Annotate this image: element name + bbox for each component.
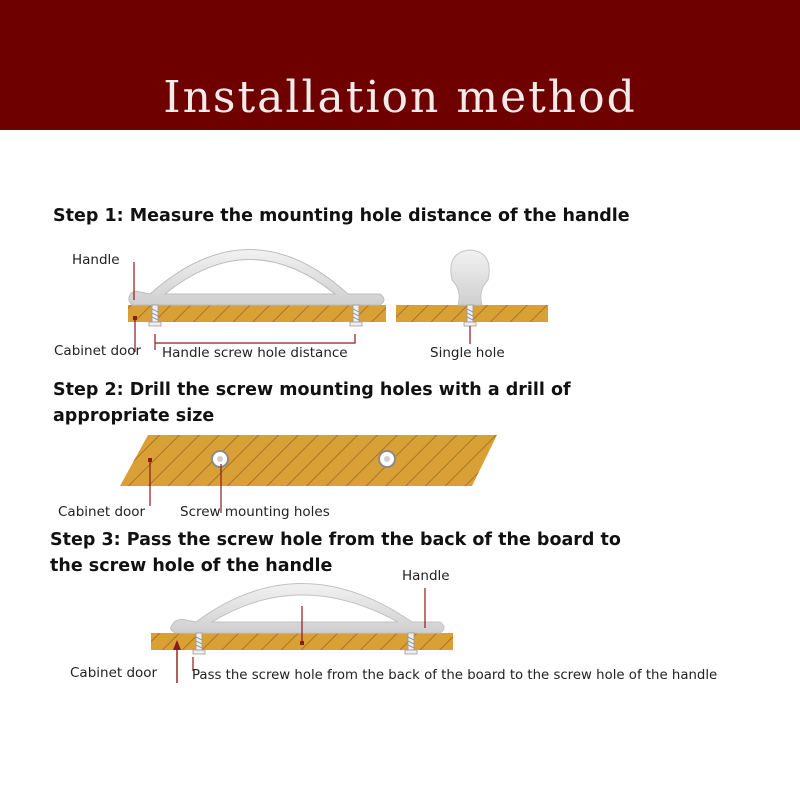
step3-handle-label: Handle: [402, 568, 450, 584]
step1-cabinet-door-label: Cabinet door: [54, 343, 142, 359]
step1-board: [128, 305, 386, 322]
step2-heading-line1: Step 2: Drill the screw mounting holes with a drill of: [53, 380, 571, 400]
step2-heading-line2: appropriate size: [53, 406, 215, 426]
step2-holes-label: Screw mounting holes: [180, 504, 330, 520]
step3-heading-line1: Step 3: Pass the screw hole from the back of the board to: [50, 530, 621, 550]
step3-handle: [171, 584, 444, 634]
step1-handle-label: Handle: [72, 252, 120, 268]
step3-cabinet-door-label: Cabinet door: [70, 665, 158, 681]
step3-pass-label: Pass the screw hole from the back of the board to the screw hole of the handle: [192, 668, 718, 683]
step1-distance-label: Handle screw hole distance: [162, 345, 348, 361]
step2-hole-left: [212, 451, 228, 467]
step2-diagram: [120, 435, 497, 513]
step1-single-hole-label: Single hole: [430, 345, 505, 361]
step1-heading: Step 1: Measure the mounting hole distance of the handle: [53, 206, 630, 226]
step1-handle: [129, 250, 384, 306]
step3-heading-line2: the screw hole of the handle: [50, 556, 333, 576]
step1-diagram: [128, 250, 548, 353]
page-title: Installation method: [163, 72, 637, 123]
step2-cabinet-door-label: Cabinet door: [58, 504, 146, 520]
step2-board: [120, 435, 497, 486]
knob-icon: [451, 250, 489, 305]
step2-hole-right: [379, 451, 395, 467]
